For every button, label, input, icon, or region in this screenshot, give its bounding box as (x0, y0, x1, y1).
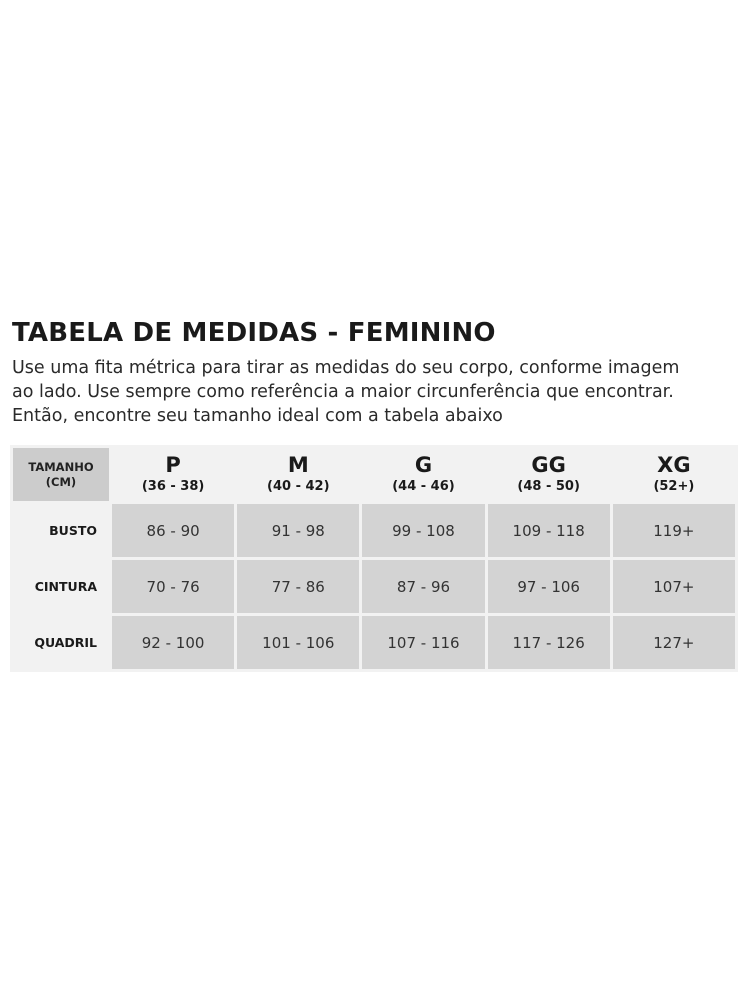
table-cell: 70 - 76 (112, 560, 234, 613)
table-cell: 87 - 96 (362, 560, 484, 613)
table-cell: 99 - 108 (362, 504, 484, 557)
description-line: ao lado. Use sempre como referência a maior circunferência que encontrar. (12, 382, 674, 402)
size-header-m (237, 448, 359, 501)
size-range: (48 - 50) (517, 478, 580, 494)
row-label: QUADRIL (13, 616, 109, 669)
description (12, 356, 740, 428)
page-title: TABELA DE MEDIDAS - FEMININO (12, 318, 496, 348)
corner-label: TAMANHO (28, 459, 94, 474)
size-letter: XG (657, 452, 691, 477)
size-header-gg (488, 448, 610, 501)
table-cell: 117 - 126 (488, 616, 610, 669)
size-letter: G (414, 452, 433, 477)
row-label: BUSTO (13, 504, 109, 557)
table-corner-cell (13, 448, 109, 501)
table-cell: 107 - 116 (362, 616, 484, 669)
size-header-p (112, 448, 234, 501)
table-cell: 77 - 86 (237, 560, 359, 613)
size-header-g (362, 448, 484, 501)
size-range: (40 - 42) (267, 478, 330, 494)
corner-unit: (CM) (45, 474, 77, 489)
table-cell: 91 - 98 (237, 504, 359, 557)
table-row-busto (13, 504, 735, 557)
size-range: (44 - 46) (392, 478, 455, 494)
table-cell: 92 - 100 (112, 616, 234, 669)
row-label: CINTURA (13, 560, 109, 613)
table-cell: 109 - 118 (488, 504, 610, 557)
table-cell: 107+ (613, 560, 735, 613)
description-line: Então, encontre seu tamanho ideal com a tabela abaixo (12, 406, 503, 426)
table-row-quadril (13, 616, 735, 669)
table-header-row (13, 448, 735, 501)
size-range: (36 - 38) (141, 478, 205, 494)
size-letter: M (287, 452, 309, 477)
size-table (10, 445, 738, 672)
table-cell: 101 - 106 (237, 616, 359, 669)
table-cell: 119+ (613, 504, 735, 557)
description-line: Use uma fita métrica para tirar as medidas do seu corpo, conforme imagem (12, 358, 680, 378)
size-range: (52+) (653, 478, 695, 494)
table-cell: 97 - 106 (488, 560, 610, 613)
table-row-cintura (13, 560, 735, 613)
size-letter: P (165, 452, 181, 477)
size-chart-header (12, 316, 740, 428)
table-cell: 86 - 90 (112, 504, 234, 557)
table-cell: 127+ (613, 616, 735, 669)
size-letter: GG (531, 452, 566, 477)
size-header-xg (613, 448, 735, 501)
